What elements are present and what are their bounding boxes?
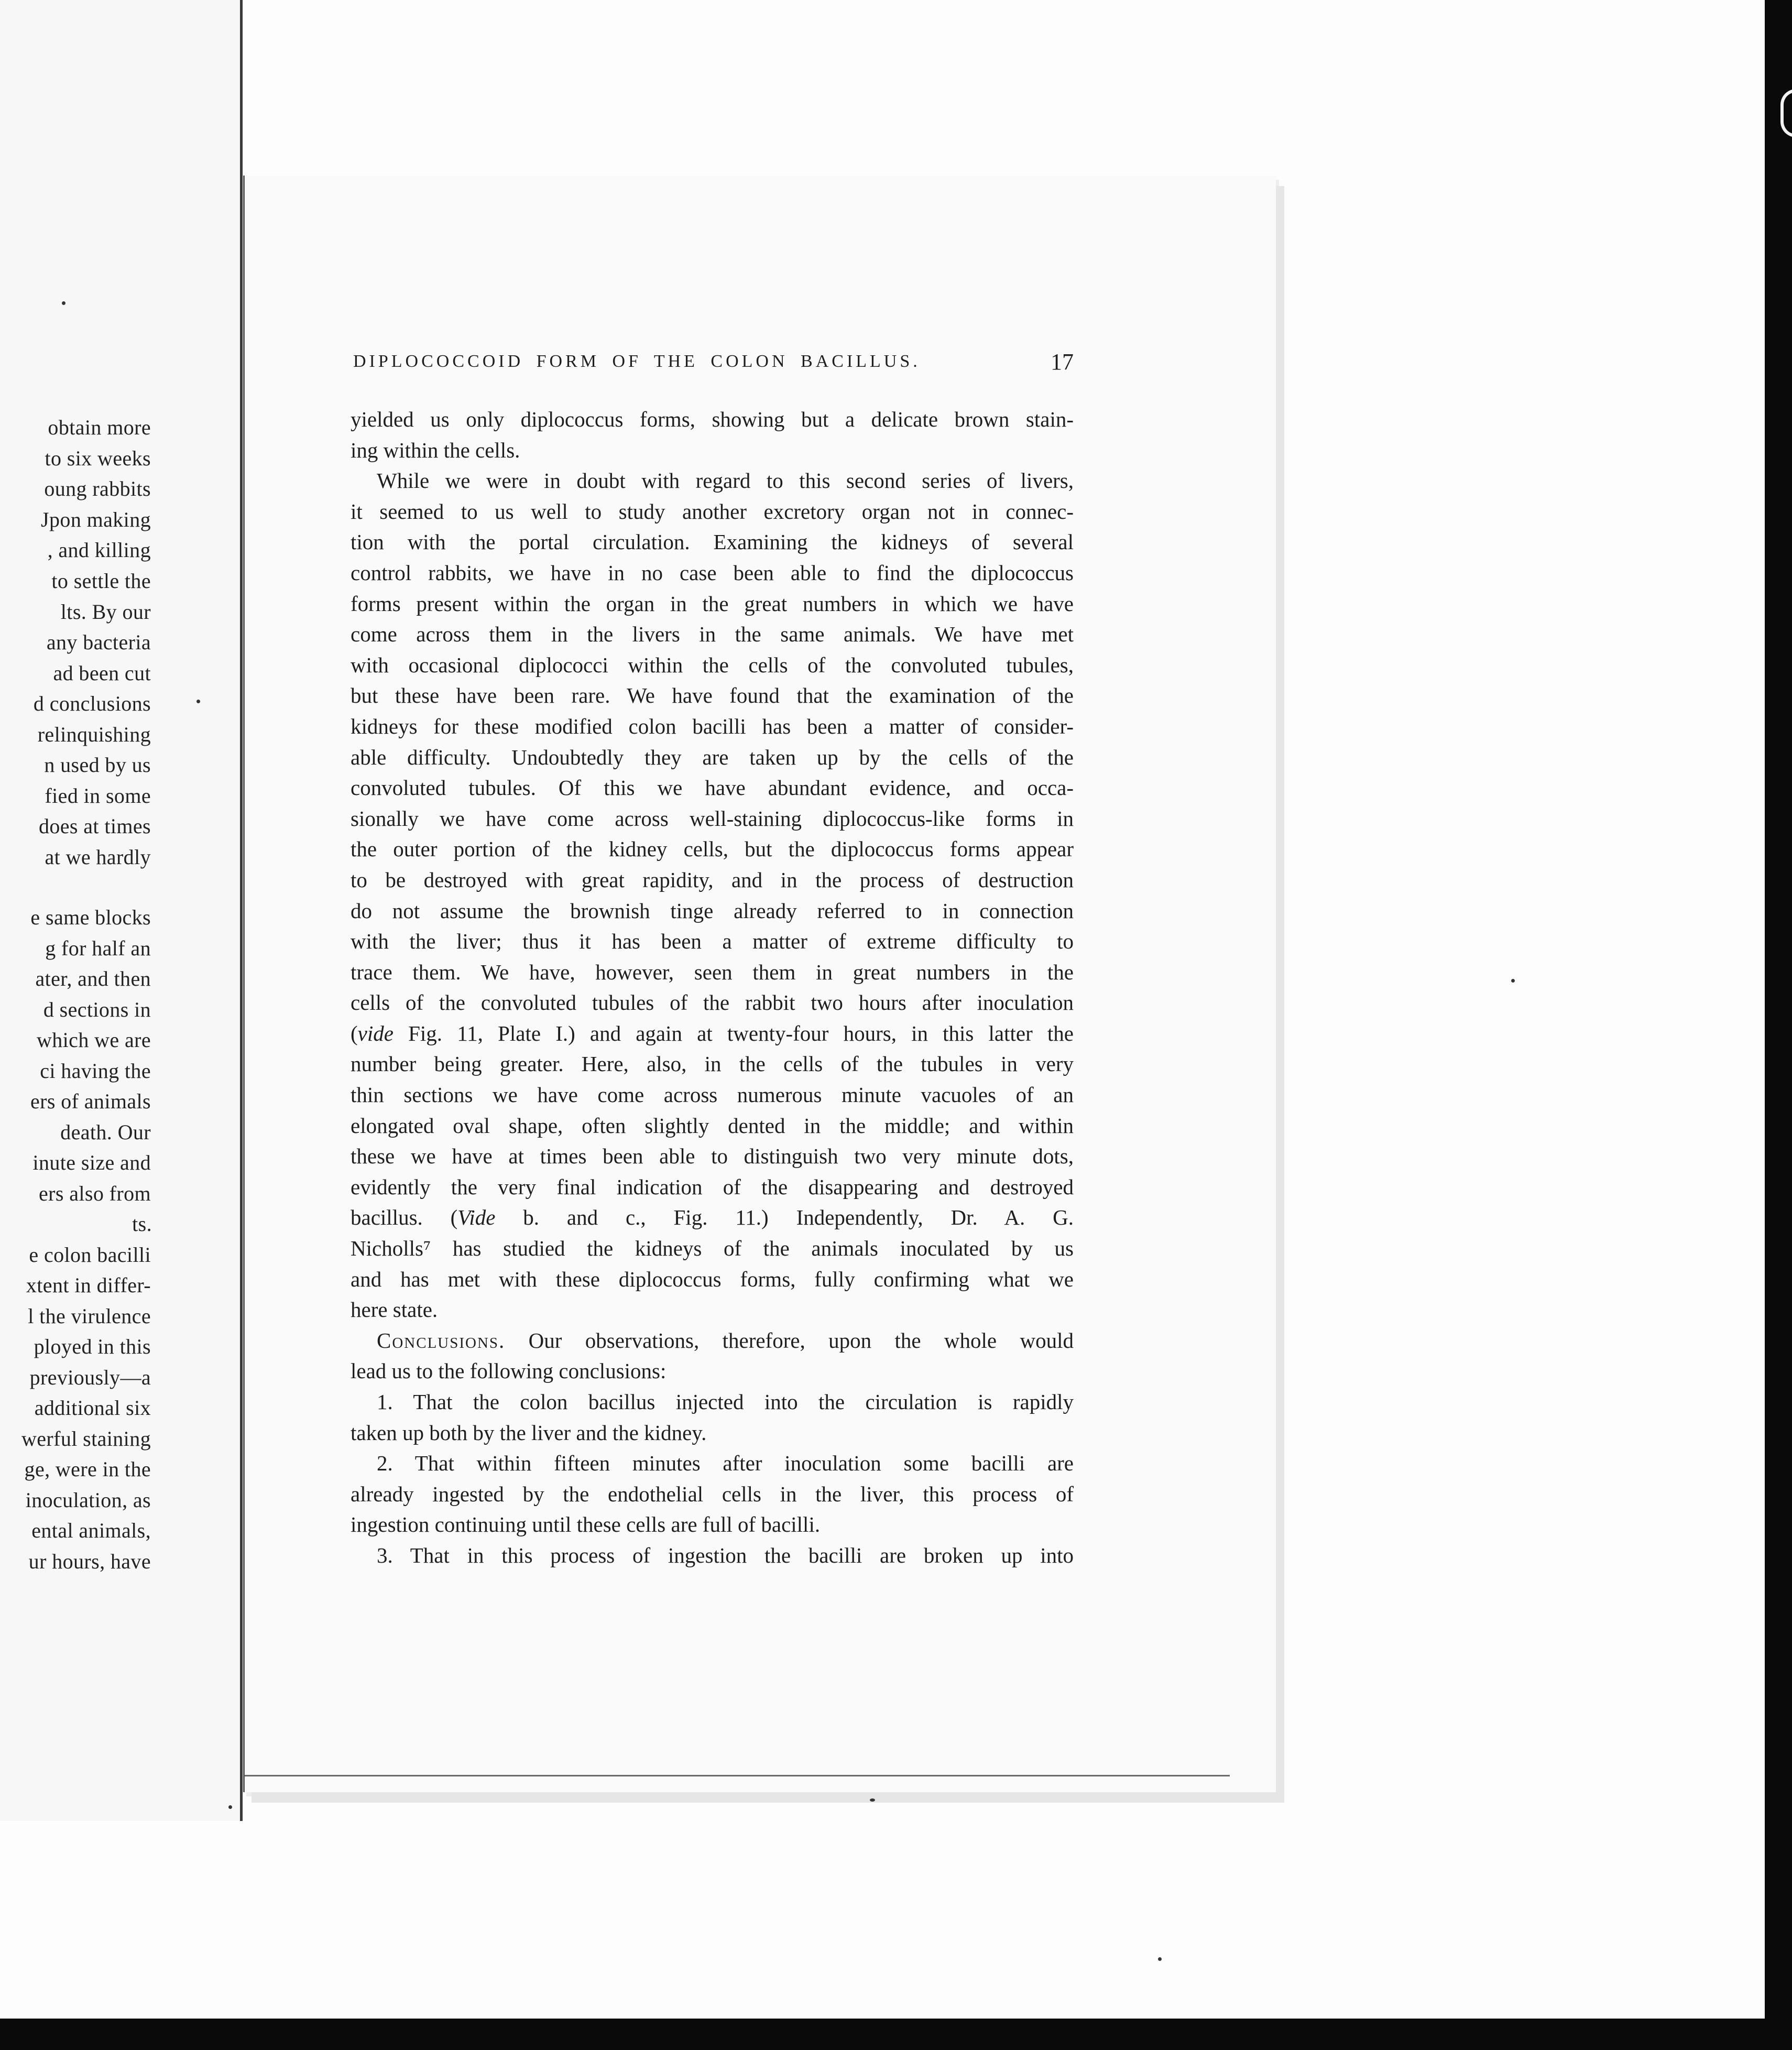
left-page-line: fied in some [45,784,151,808]
text-line: it seemed to us well to study another excretory organ not in connec- [351,499,1074,524]
text-line: cells of the convoluted tubules of the rabbit two hours after inoculation [351,990,1074,1015]
text-line: tion with the portal circulation. Examining the kidneys of several [351,530,1074,554]
left-page-line: inoculation, as [25,1488,151,1512]
text-line: already ingested by the endothelial cells in the liver, this process of [351,1481,1074,1506]
left-page-line: to settle the [51,569,151,593]
left-page-line: inute size and [32,1151,151,1174]
text-line: but these have been rare. We have found that the examination of the [351,683,1074,708]
text-line: 2. That within fifteen minutes after inoculation some bacilli are [377,1451,1074,1476]
left-page-line: , and killing [47,538,151,562]
text-line: yielded us only diplococcus forms, showing but a delicate brown stain- [351,407,1074,431]
left-page-line: n used by us [44,753,151,777]
left-page-line: ts. [132,1212,152,1236]
text-line: number being greater. Here, also, in the cells of the tubules in very [351,1052,1074,1076]
page-bottom-rule [245,1775,1230,1776]
text-line: bacillus. (Vide b. and c., Fig. 11.) Independently, Dr. A. G. [351,1205,1074,1230]
text-line: come across them in the livers in the same animals. We have met [351,622,1074,647]
text-line: here state. [351,1297,438,1322]
left-page-line: does at times [38,814,151,838]
left-page-line: ci having the [40,1059,151,1083]
right-page [243,176,1276,1792]
text-line: convoluted tubules. Of this we have abundant evidence, and occa- [351,776,1074,800]
left-page-line: werful staining [21,1427,151,1451]
left-page-line: previously—a [29,1366,151,1389]
left-page-line: ployed in this [34,1335,151,1358]
text-line: 1. That the colon bacillus injected into the circulation is rapidly [377,1390,1074,1414]
conclusions-heading-line: Conclusions. Our observations, therefore, upon the whole would [377,1328,1074,1353]
film-edge-right [1765,0,1792,2050]
text-line: (vide Fig. 11, Plate I.) and again at twenty-four hours, in this latter the [351,1021,1074,1045]
text-line: 3. That in this process of ingestion the bacilli are broken up into [377,1543,1074,1567]
text-line: thin sections we have come across numerous minute vacuoles of an [351,1083,1074,1107]
left-page-line: ers of animals [30,1089,151,1113]
left-page-line: which we are [36,1028,151,1052]
text-line: ingestion continuing until these cells are full of bacilli. [351,1512,821,1537]
text-line: lead us to the following conclusions: [351,1359,666,1383]
speck-mark [62,301,65,305]
left-page-line: ge, were in the [24,1457,151,1481]
running-head-title: DIPLOCOCCOID FORM OF THE COLON BACILLUS. [353,352,921,371]
left-page-line: d conclusions [33,692,151,715]
speck-mark [1511,979,1515,983]
left-page-line: additional six [34,1396,151,1420]
left-page-line: at we hardly [45,845,151,869]
left-page-line: ental animals, [31,1519,151,1542]
text-line: the outer portion of the kidney cells, but the diplococcus forms appear [351,837,1074,862]
left-page-line: g for half an [45,936,151,960]
text-line: with the liver; thus it has been a matter of extreme difficulty to [351,929,1074,954]
text-line: Nicholls⁷ has studied the kidneys of the animals inoculated by us [351,1236,1074,1261]
text-line: ing within the cells. [351,438,520,462]
left-page-line: lts. By our [60,600,151,624]
left-page-line: e colon bacilli [29,1243,151,1267]
text-line: and has met with these diplococcus forms, fully confirming what we [351,1267,1074,1291]
text-line: control rabbits, we have in no case been able to find the diplococcus [351,560,1074,585]
film-edge-bottom [0,2019,1792,2050]
left-page-line: oung rabbits [44,477,151,500]
left-page-line: e same blocks [30,906,151,929]
left-page-line: ur hours, have [28,1550,151,1573]
left-page-line: xtent in differ- [26,1273,151,1297]
left-page-line: ater, and then [35,967,151,990]
left-page-line: relinquishing [37,723,151,746]
speck-mark [870,1798,875,1802]
speck-mark [228,1805,232,1809]
left-page-line: death. Our [60,1120,151,1144]
text-line: sionally we have come across well-staining diplococcus-like forms in [351,806,1074,831]
left-page-line: obtain more [48,416,151,439]
text-line: these we have at times been able to distinguish two very minute dots, [351,1144,1074,1169]
text-line: taken up both by the liver and the kidney. [351,1420,707,1445]
text-line: trace them. We have, however, seen them in great numbers in the [351,959,1074,984]
speck-mark [1158,1957,1162,1961]
text-line: with occasional diplococci within the cells of the convoluted tubules, [351,652,1074,677]
left-page-line: to six weeks [45,446,151,470]
left-page-line: ad been cut [53,661,151,685]
text-line: do not assume the brownish tinge already referred to in connection [351,898,1074,923]
left-page [0,0,243,1821]
text-line: forms present within the organ in the great numbers in which we have [351,591,1074,616]
text-line: While we were in doubt with regard to this second series of livers, [377,468,1074,493]
left-page-line: Jpon making [41,508,151,531]
left-page-line: d sections in [43,998,151,1021]
text-line: evidently the very final indication of the disappearing and destroyed [351,1174,1074,1199]
text-line: elongated oval shape, often slightly dented in the middle; and within [351,1113,1074,1138]
text-line: to be destroyed with great rapidity, and in the process of destruction [351,867,1074,892]
text-line: able difficulty. Undoubtedly they are taken up by the cells of the [351,745,1074,769]
text-line: kidneys for these modified colon bacilli has been a matter of consider- [351,714,1074,738]
page-number: 17 [1051,349,1074,375]
left-page-line: ers also from [38,1182,151,1205]
speck-mark [196,700,200,703]
running-head [353,348,1074,380]
left-page-line: any bacteria [46,630,151,654]
body-text [351,404,1074,1571]
left-page-line: l the virulence [28,1304,151,1328]
